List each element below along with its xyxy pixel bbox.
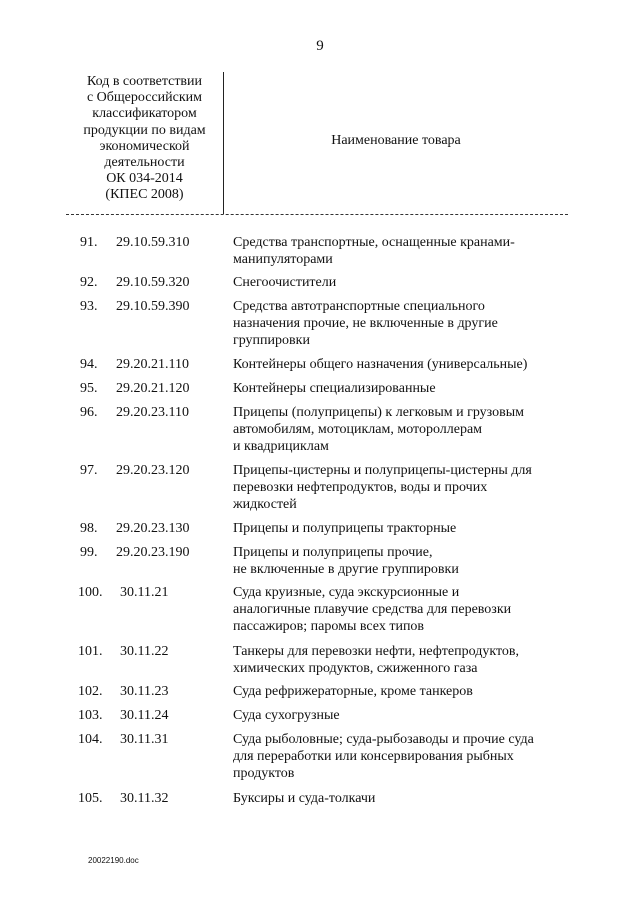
row-name-line: Суда рефрижераторные, кроме танкеров	[233, 684, 473, 699]
row-name-line: Средства транспортные, оснащенные кранами-	[233, 235, 515, 250]
row-number: 94.	[80, 357, 98, 372]
row-name-line: Средства автотранспортные специального	[233, 299, 485, 314]
row-number: 99.	[80, 545, 98, 560]
header-code-line: классификатором	[92, 106, 197, 122]
row-number: 100.	[78, 585, 103, 600]
document-filename: 20022190.doc	[88, 856, 139, 865]
row-name	[233, 584, 573, 635]
row-code: 30.11.31	[120, 732, 169, 747]
header-code-column	[66, 72, 224, 214]
header-code-line: с Общероссийским	[86, 90, 203, 106]
header-code-line: ОК 034-2014	[106, 171, 183, 187]
row-name-line: Снегоочистители	[233, 275, 337, 290]
row-number: 101.	[78, 644, 103, 659]
row-name-line: Буксиры и суда-толкачи	[233, 791, 376, 806]
row-name	[233, 404, 573, 455]
row-code: 30.11.22	[120, 644, 169, 659]
row-code: 30.11.24	[120, 708, 169, 723]
row-number: 103.	[78, 708, 103, 723]
table-header	[66, 72, 568, 214]
row-name-line: Контейнеры специализированные	[233, 381, 436, 396]
row-name	[233, 234, 573, 268]
header-name-column: Наименование товара	[331, 133, 461, 148]
row-name-line: перевозки нефтепродуктов, воды и прочих	[233, 480, 488, 495]
row-number: 102.	[78, 684, 103, 699]
row-name-line: Прицепы (полуприцепы) к легковым и грузовым	[233, 405, 524, 420]
row-name	[233, 298, 573, 349]
row-name-line: Танкеры для перевозки нефти, нефтепродуктов,	[233, 644, 520, 659]
row-name-line: и квадрициклам	[233, 439, 329, 454]
row-number: 93.	[80, 299, 98, 314]
row-number: 105.	[78, 791, 103, 806]
row-name-line: не включенные в другие группировки	[233, 562, 459, 577]
header-code-line: экономической	[99, 138, 190, 154]
row-name-line: химических продуктов, сжиженного газа	[233, 661, 478, 676]
row-name-line: Прицепы-цистерны и полуприцепы-цистерны для	[233, 463, 532, 478]
row-code: 29.20.23.190	[116, 545, 190, 560]
row-code: 29.20.21.120	[116, 381, 190, 396]
row-name-line: Прицепы и полуприцепы прочие,	[233, 545, 433, 560]
row-name-line: Суда сухогрузные	[233, 708, 340, 723]
row-name	[233, 544, 573, 578]
row-code: 29.10.59.310	[116, 235, 190, 250]
row-name-line: Прицепы и полуприцепы тракторные	[233, 521, 457, 536]
row-code: 29.20.21.110	[116, 357, 189, 372]
row-number: 91.	[80, 235, 98, 250]
row-name-line: пассажиров; паромы всех типов	[233, 619, 425, 634]
header-divider	[66, 214, 568, 215]
row-name	[233, 380, 573, 397]
row-name-line: автомобилям, мотоциклам, мотороллерам	[233, 422, 483, 437]
row-name-line: Суда рыболовные; суда-рыбозаводы и прочие суда	[233, 732, 534, 747]
row-name	[233, 462, 573, 513]
row-name	[233, 274, 573, 291]
row-name-line: для переработки или консервирования рыбных	[233, 749, 514, 764]
row-name	[233, 643, 573, 677]
row-name-line: аналогичные плавучие средства для перевозки	[233, 602, 512, 617]
row-name	[233, 707, 573, 724]
row-code: 29.20.23.120	[116, 463, 190, 478]
row-name	[233, 731, 573, 782]
row-number: 104.	[78, 732, 103, 747]
row-number: 95.	[80, 381, 98, 396]
header-code-line: продукции по видам	[83, 122, 206, 138]
row-code: 30.11.32	[120, 791, 169, 806]
row-code: 29.10.59.320	[116, 275, 190, 290]
row-number: 97.	[80, 463, 98, 478]
row-name-line: назначения прочие, не включенные в другие	[233, 316, 498, 331]
row-name-line: Суда круизные, суда экскурсионные и	[233, 585, 460, 600]
row-code: 29.20.23.130	[116, 521, 190, 536]
row-code: 30.11.21	[120, 585, 169, 600]
row-name-line: продуктов	[233, 766, 295, 781]
row-number: 92.	[80, 275, 98, 290]
row-number: 98.	[80, 521, 98, 536]
header-code-line: деятельности	[104, 155, 185, 171]
row-code: 29.20.23.110	[116, 405, 189, 420]
row-name-line: жидкостей	[233, 497, 297, 512]
row-name-line: манипуляторами	[233, 252, 333, 267]
header-code-line: (КПЕС 2008)	[105, 187, 184, 203]
row-code: 30.11.23	[120, 684, 169, 699]
row-name-line: Контейнеры общего назначения (универсальные)	[233, 357, 528, 372]
page-number: 9	[316, 38, 324, 54]
row-name	[233, 356, 573, 373]
row-name-line: группировки	[233, 333, 310, 348]
row-number: 96.	[80, 405, 98, 420]
row-name	[233, 790, 573, 807]
row-name	[233, 683, 573, 700]
row-code: 29.10.59.390	[116, 299, 190, 314]
row-name	[233, 520, 573, 537]
header-code-line: Код в соответствии	[86, 74, 203, 89]
